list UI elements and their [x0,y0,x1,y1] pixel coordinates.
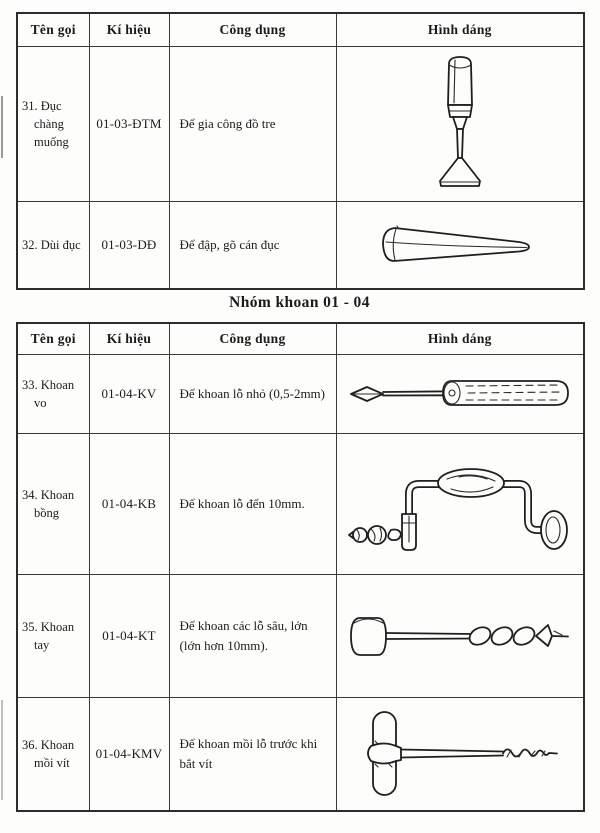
table-row [17,575,584,698]
table-row [17,434,584,575]
tool-code: 01-03-ĐTM [89,47,169,202]
table-row [17,355,584,434]
tool-name: 34. Khoan bồng [22,487,75,520]
hand-awl-drill-icon [346,385,574,402]
scan-artifact [1,700,3,800]
column-header-name: Tên gọi [17,13,89,47]
column-header-code: Kí hiệu [89,13,169,47]
table-header-row [17,323,584,355]
tool-use: Để khoan lỗ nhỏ (0,5-2mm) [179,385,326,401]
group-heading: Nhóm khoan 01 - 04 [229,294,370,311]
column-header-use: Công dụng [169,13,336,47]
column-header-name: Tên gọi [17,323,89,355]
table-row [17,47,584,202]
brace-drill-icon [347,495,573,512]
tool-code: 01-04-KV [89,355,169,434]
tool-name: 35. Khoan tay [22,619,75,652]
chisel-tools-table [16,12,585,290]
column-header-use: Công dụng [169,323,336,355]
column-header-code: Kí hiệu [89,323,169,355]
drill-tools-table [16,322,585,812]
tool-use: Để khoan lỗ đến 10mm. [179,495,305,511]
gimlet-drill-icon [351,745,569,762]
tool-name: 36. Khoan mồi vít [22,737,75,770]
tool-code: 01-04-KT [89,575,169,698]
table-header-row [17,13,584,47]
bamboo-chisel-icon [414,115,506,132]
tool-code: 01-03-DĐ [89,202,169,290]
table-row [17,698,584,812]
scan-artifact [1,96,3,158]
auger-drill-icon [346,627,574,644]
tool-name: 33. Khoan vo [22,377,75,410]
tool-name: 31. Đục chàng muống [22,98,69,150]
column-header-shape: Hình dáng [336,13,584,47]
tool-use: Để gia công đồ tre [179,115,276,131]
tool-code: 01-04-KB [89,434,169,575]
wooden-mallet-icon [377,236,542,253]
tool-use: Để đập, gõ cán đục [179,236,280,252]
tool-use: Để khoan các lỗ sâu, lớn (lớn hơn 10mm). [179,617,308,653]
tool-code: 01-04-KMV [89,698,169,812]
tool-name: 32. Dùi đục [22,237,81,252]
column-header-shape: Hình dáng [336,323,584,355]
table-row [17,202,584,290]
tool-use: Để khoan mồi lỗ trước khi bắt vít [179,735,318,771]
